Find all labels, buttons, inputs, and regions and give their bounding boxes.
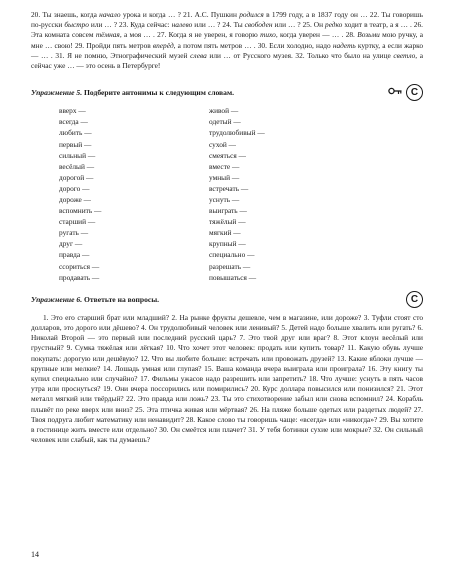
word-item: умный — [209, 172, 240, 182]
italic-word: тёмная [95, 30, 120, 40]
text-run: мою ручку, а мне … свою! 29. Пройди пять метров [31, 30, 423, 50]
text-run: или … от Русского музея. 32. Только что было на улице [206, 50, 394, 60]
italic-word: родился [239, 10, 264, 19]
text-run: или … ? 24. Ты [192, 20, 245, 30]
word-item: сильный — [59, 150, 96, 160]
word-item: правда — [59, 250, 90, 260]
word-item: ругать — [59, 228, 89, 238]
page-number: 14 [31, 550, 39, 559]
word-item: трудолюбивый — [209, 128, 265, 138]
text-run: , а моя … . 27. Когда я не уверен, я говорю [119, 30, 261, 40]
text-run: , когда уверен — … . 28. [275, 30, 358, 40]
italic-word: быстро [64, 20, 89, 30]
word-item: специально — [209, 250, 255, 260]
word-item: выиграть — [209, 206, 247, 216]
exercise-5-icons [388, 84, 423, 101]
text-run: или … ? 23. Куда сейчас: [88, 20, 172, 30]
left-word-column [59, 105, 209, 283]
word-item: друг — [59, 239, 83, 249]
word-item: мягкий — [209, 228, 241, 238]
exercise-6-title [31, 295, 159, 304]
exercise-6-questions: 1. Это его старший брат или младший? 2. На рынке фрукты дешевле, чем в магазине, или дороже? 3. Туфли стоят сто долларов, это дорого или дёшево? 4. Он трудолюбивый человек или ленивый? 5. Детей надо больше хвалить или ругать? 6. Николай Второй — это первый или последний русский царь? 7. Это твой друг или враг? 8. Этот клоун весёлый или грустный? 9. Сумка тяжёлая или лёгкая? 10. Что хочет этот человек: продать или купить товар? 11. Какую обувь лучше покупать: дорогую или дешёвую? 12. Что вы любите больше: встречать или провожать друзей? 13. Какие яблоки лучше — крупные или мелкие? 14. Лошадь умная или глупая? 15. Ваша команда вчера выиграла или проиграла? 16. Эту книгу ты купил специально или случайно? 17. Фильмы ужасов надо разрешить или запретить? 18. Что лучше: уснуть в пять часов утра или проснуться? 19. Они вчера поссорились или помирились? 20. Курс доллара повысился или понизился? 21. Этот металл мягкий или твёрдый? 22. Это правда или ложь? 23. Ты это стихотворение забыл или снова вспомнил? 24. Корабль плывёт по реке вверх или вниз? 25. Эта птичка живая или мёртвая? 26. На пляже больше одетых или раздетых людей? 27. Твоя подруга любит математику или ненавидит? 28. Какое слово ты говоришь чаще: «всегда» или «никогда»? 29. Вы хотите в гостинице жить вместе или отдельно? 30. Он смеётся или плачет? 31. У тебя ботинки сухие или мокрые? 32. Он сильный человек или слабый, как ты думаешь? [31, 312, 423, 445]
word-item: тяжёлый — [209, 217, 246, 227]
word-item: разрешать — [209, 261, 251, 271]
text-run: куртку, а если жарко — … . 31. Я не помню, Этнографический музей [31, 40, 423, 60]
italic-word: слева [190, 50, 207, 60]
word-item: живой — [209, 106, 239, 116]
word-item: одетый — [209, 117, 241, 127]
word-item: дорого — [59, 183, 90, 193]
word-item: старший — [59, 217, 96, 227]
word-item: дороже — [59, 194, 91, 204]
italic-word: редко [325, 20, 343, 30]
exercise-6-label: Упражнение 6. [31, 295, 83, 305]
italic-word: надеть [332, 40, 356, 50]
word-item: крупный — [209, 239, 246, 249]
text-run: ходит в театр, а я … . 26. Эта комната совсем [31, 20, 423, 40]
word-item: вспомнить — [59, 206, 102, 216]
italic-word: вперёд [152, 40, 174, 50]
word-item: вверх — [59, 106, 86, 116]
exercise-6-instruction: Ответьте на вопросы. [82, 295, 160, 305]
word-item: вместе — [209, 161, 240, 171]
copyright-c-icon: C [406, 291, 423, 308]
text-run: в 1799 году, а в 1837 году он … 22. Ты говоришь по-русски [31, 10, 423, 30]
word-item: продавать — [59, 272, 100, 282]
word-item: весёлый — [59, 161, 95, 171]
text-run: или … ? 25. Он [272, 20, 326, 30]
italic-word: налево [171, 20, 193, 30]
text-run: , а сейчас уже … — это осень в Петербурге! [31, 50, 423, 71]
exercise-5-instruction: Подберите антонимы к следующим словам. [82, 87, 235, 97]
text-run: урока и когда … ? 21. А.С. Пушкин [120, 10, 240, 19]
italic-word: начало [99, 10, 121, 19]
word-item: повышаться — [209, 272, 257, 282]
top-paragraph [31, 10, 423, 71]
exercise-6-header [31, 289, 423, 311]
word-item: любить — [59, 128, 92, 138]
word-item: дорогой — [59, 172, 94, 182]
exercise-5-header [31, 81, 423, 103]
right-word-column [209, 105, 369, 283]
antonym-word-list [59, 105, 423, 283]
word-item: сухой — [209, 139, 237, 149]
exercise-5-label: Упражнение 5. [31, 87, 83, 97]
key-icon [388, 86, 402, 98]
italic-word: светло [393, 50, 416, 60]
page-content [31, 10, 423, 445]
text-run: 20. Ты знаешь, когда [31, 10, 100, 19]
word-item: ссориться — [59, 261, 100, 271]
copyright-c-icon: C [406, 84, 423, 101]
word-item: смеяться — [209, 150, 246, 160]
word-item: первый — [59, 139, 92, 149]
text-run: , а потом пять метров … . 30. Если холодно, надо [173, 40, 333, 50]
exercise-6-icons [406, 291, 423, 308]
exercise-5-title [31, 88, 234, 97]
word-item: встречать — [209, 183, 249, 193]
italic-word: Возьми [357, 30, 380, 40]
word-item: всегда — [59, 117, 88, 127]
italic-word: тихо [260, 30, 276, 40]
word-item: уснуть — [209, 194, 240, 204]
italic-word: свободен [244, 20, 273, 30]
